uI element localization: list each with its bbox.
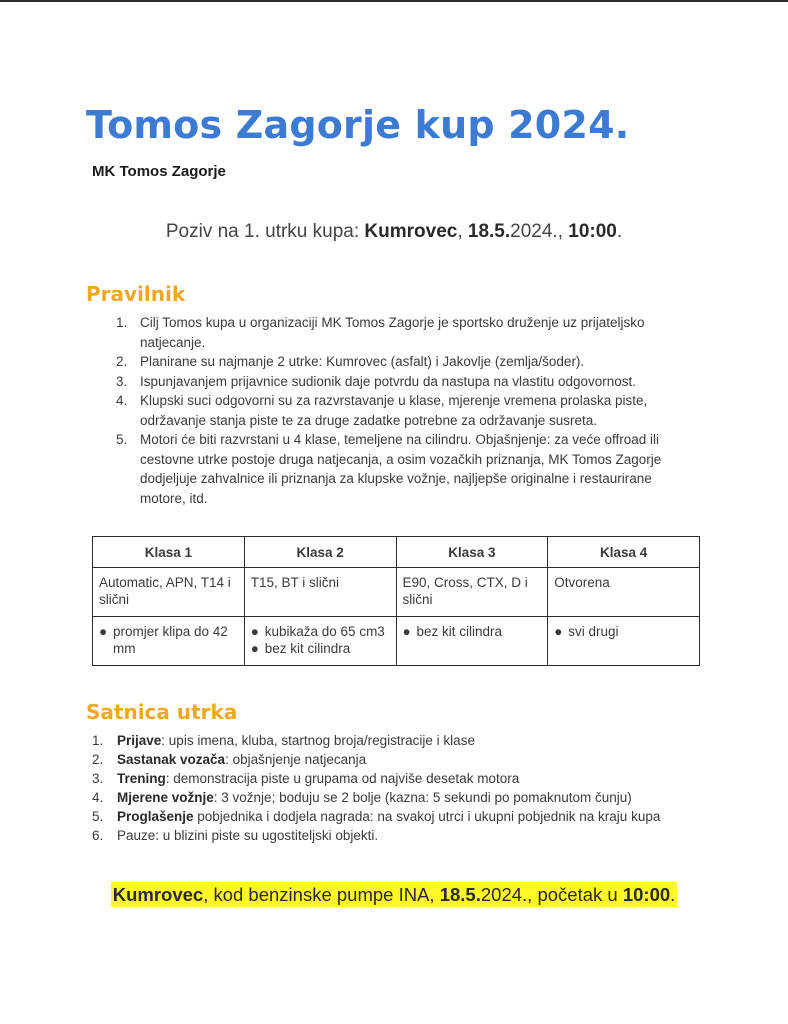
schedule-heading: Satnica utrka bbox=[86, 700, 238, 724]
rule-number: 4. bbox=[116, 393, 128, 408]
column-header-klasa-1: Klasa 1 bbox=[93, 537, 245, 568]
rule-number: 3. bbox=[116, 373, 128, 389]
table-row-conditions bbox=[93, 617, 700, 666]
schedule-item-text: pobjednika i dodjela nagrada: na svakoj utrci i ukupni pobjednik na kraju kupa bbox=[193, 809, 661, 824]
schedule-number: 1. bbox=[92, 733, 104, 748]
rule-text: Motori će biti razvrstani u 4 klase, temeljene na cilindru. Objašnjenje: za veće offroad ili cestovne utrke postoje druga natjecanja, a osim vozačkih priznanja, MK Tomos Zagorje dodjeljuje zahvalnice ili priznanja za klupske vožnje, najljepše originalne i restaurirane motore, itd. bbox=[140, 432, 662, 506]
table-header-row bbox=[93, 537, 700, 568]
event-location-banner bbox=[0, 884, 788, 906]
bullet-dot-icon: ● bbox=[402, 624, 411, 639]
footer-middle: , kod benzinske pumpe INA, bbox=[203, 884, 440, 905]
schedule-item-title: Mjerene vožnje bbox=[117, 790, 214, 805]
rule-item bbox=[116, 430, 692, 508]
column-header-klasa-4: Klasa 4 bbox=[548, 537, 700, 568]
page-title: Tomos Zagorje kup 2024. bbox=[86, 103, 630, 147]
schedule-number: 4. bbox=[92, 790, 104, 805]
condition-text: bez kit cilindra bbox=[416, 624, 503, 639]
models-cell: Otvorena bbox=[548, 568, 700, 617]
bullet-dot-icon: ● bbox=[250, 641, 259, 656]
rule-item bbox=[116, 352, 692, 372]
invite-time: 10:00 bbox=[568, 221, 617, 242]
rules-heading: Pravilnik bbox=[86, 282, 186, 306]
rule-text: Planirane su najmanje 2 utrke: Kumrovec (asfalt) i Jakovlje (zemlja/šoder). bbox=[140, 354, 585, 369]
invite-end: . bbox=[616, 221, 623, 242]
schedule-item bbox=[92, 788, 692, 807]
conditions-cell bbox=[548, 617, 700, 666]
schedule-item-text: : objašnjenje natjecanja bbox=[225, 752, 367, 767]
schedule-item-text: : 3 vožnje; boduju se 2 bolje (kazna: 5 sekundi po pomaknutom čunju) bbox=[213, 790, 632, 805]
condition-item bbox=[99, 623, 238, 657]
schedule-number: 3. bbox=[92, 771, 104, 786]
rule-text: Klupski suci odgovorni su za razvrstavanje u klase, mjerenje vremena prolaska piste, održavanje stanja piste te za druge zadatke potrebne za održavanje susreta. bbox=[140, 393, 648, 428]
schedule-number: 2. bbox=[92, 752, 104, 767]
schedule-item-title: Prijave bbox=[117, 733, 162, 748]
invite-place: Kumrovec bbox=[364, 221, 458, 242]
schedule-item-text: : upis imena, kluba, startnog broja/registracije i klase bbox=[161, 733, 475, 748]
invite-prefix: Poziv na 1. utrku kupa: bbox=[165, 221, 365, 242]
schedule-item-text: Pauze: u blizini piste su ugostiteljski objekti. bbox=[117, 828, 379, 843]
rules-list bbox=[116, 313, 692, 508]
condition-text: promjer klipa do 42 mm bbox=[113, 624, 228, 656]
condition-text: bez kit cilindra bbox=[264, 641, 351, 656]
rule-text: Cilj Tomos kupa u organizaciji MK Tomos Zagorje je sportsko druženje uz prijateljsko natjecanje. bbox=[140, 315, 645, 350]
bullet-dot-icon: ● bbox=[250, 624, 259, 639]
condition-text: kubikaža do 65 cm3 bbox=[264, 624, 385, 639]
rule-number: 5. bbox=[116, 432, 128, 447]
models-cell: E90, Cross, CTX, D i slični bbox=[396, 568, 548, 617]
schedule-item bbox=[92, 807, 692, 826]
rule-item bbox=[116, 372, 692, 392]
condition-item bbox=[403, 623, 542, 640]
schedule-item bbox=[92, 750, 692, 769]
classes-table bbox=[92, 536, 700, 666]
schedule-item bbox=[92, 826, 692, 845]
schedule-item-text: : demonstracija piste u grupama od najviše desetak motora bbox=[165, 771, 520, 786]
column-header-klasa-2: Klasa 2 bbox=[244, 537, 396, 568]
footer-year: 2024., početak u bbox=[480, 884, 623, 905]
bullet-dot-icon: ● bbox=[99, 624, 108, 639]
conditions-cell bbox=[396, 617, 548, 666]
footer-place: Kumrovec bbox=[112, 884, 204, 905]
column-header-klasa-3: Klasa 3 bbox=[396, 537, 548, 568]
models-cell: T15, BT i slični bbox=[244, 568, 396, 617]
condition-item bbox=[251, 640, 390, 657]
table-row-models bbox=[93, 568, 700, 617]
invite-year: 2024., bbox=[510, 221, 569, 242]
rule-item bbox=[116, 313, 692, 352]
schedule-list bbox=[92, 731, 692, 845]
organizer-name: MK Tomos Zagorje bbox=[92, 163, 226, 180]
race-invitation bbox=[0, 221, 788, 243]
schedule-item bbox=[92, 769, 692, 788]
top-border-line bbox=[0, 0, 788, 2]
rule-text: Ispunjavanjem prijavnice sudionik daje potvrdu da nastupa na vlastitu odgovornost. bbox=[140, 373, 637, 389]
condition-item bbox=[554, 623, 693, 640]
conditions-cell bbox=[244, 617, 396, 666]
footer-end: . bbox=[670, 884, 676, 905]
schedule-item-title: Proglašenje bbox=[117, 809, 194, 824]
schedule-number: 6. bbox=[92, 828, 104, 843]
rule-number: 1. bbox=[116, 315, 128, 330]
condition-item bbox=[251, 623, 390, 640]
schedule-number: 5. bbox=[92, 809, 104, 824]
schedule-item bbox=[92, 731, 692, 750]
schedule-item-title: Sastanak vozača bbox=[117, 752, 226, 767]
rule-number: 2. bbox=[116, 354, 128, 369]
highlighted-location bbox=[111, 882, 678, 907]
schedule-item-title: Trening bbox=[117, 771, 166, 786]
footer-time: 10:00 bbox=[622, 884, 671, 905]
bullet-dot-icon: ● bbox=[554, 624, 563, 639]
condition-text: svi drugi bbox=[568, 624, 619, 639]
invite-separator: , bbox=[457, 221, 468, 242]
footer-date: 18.5. bbox=[439, 884, 481, 905]
conditions-cell bbox=[93, 617, 245, 666]
invite-date: 18.5. bbox=[467, 221, 511, 242]
rule-item bbox=[116, 391, 692, 430]
models-cell: Automatic, APN, T14 i slični bbox=[93, 568, 245, 617]
